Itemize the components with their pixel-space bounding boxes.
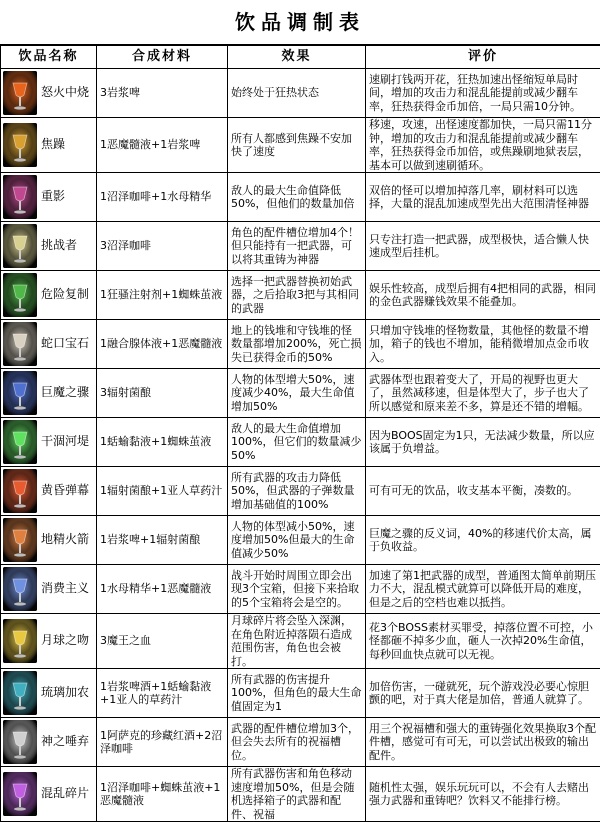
drink-name: 怒火中烧 (39, 86, 89, 100)
header-effect: 效果 (228, 46, 366, 69)
materials-cell: 1辐射菌酿+1亚人草药汁 (97, 467, 228, 516)
fire-drink-icon (3, 71, 37, 115)
goblet-drink-icon (3, 123, 37, 167)
drink-name-cell (1, 118, 97, 173)
header-materials: 合成材料 (97, 46, 228, 69)
review-cell: 加倍伤害，一碰就死，玩个游戏没必要心惊胆颤的吧，对于真大佬是加倍，普通人就算了。 (366, 669, 600, 718)
drink-name-cell (1, 614, 97, 669)
review-cell: 因为BOOS固定为1只，无法减少数量，所以应该属于负增益。 (366, 418, 600, 467)
drink-name-cell (1, 173, 97, 222)
drink-name: 琉璃加农 (39, 686, 89, 700)
drink-name-cell (1, 418, 97, 467)
serpent-drink-icon (3, 322, 37, 366)
review-cell: 巨魔之骤的反义词，40%的移速代价太高，属于负收益。 (366, 516, 600, 565)
drink-name: 神之唾弃 (39, 735, 89, 749)
review-cell: 可有可无的饮品，收支基本平衡，凑数的。 (366, 467, 600, 516)
wine-drink-icon (3, 567, 37, 611)
page-title: 饮品调制表 (0, 0, 600, 45)
review-cell: 武器体型也跟着变大了，开局的视野也更大了，虽然减移速，但是体型大了，步子也大了所以感觉和原来差不多，算是还不错的增幅。 (366, 369, 600, 418)
drink-name: 挑战者 (39, 239, 77, 253)
review-cell: 加速了第1把武器的成型，普通图太简单前期压力不大，混乱模式就算可以降低开局的难度，但是之后的空档也难以抵挡。 (366, 565, 600, 614)
effect-cell: 人物的体型增大50%，速度减少40%，最大生命值增加50% (228, 369, 366, 418)
table-row (1, 669, 600, 718)
review-cell: 速刷打钱两开花，狂热加速出怪缩短单局时间，增加的攻击力和混乱能提前或减少翻车率，狂热获得金币加倍，一局只需10分钟。 (366, 69, 600, 118)
review-cell: 随机性太强，娱乐玩玩可以，不会有人去赌出强力武器和重铸吧？饮料又不能排行榜。 (366, 767, 600, 822)
effect-cell: 所有武器的攻击力降低50%，但武器的子弹数量增加基础值的100% (228, 467, 366, 516)
effect-cell: 所有武器的伤害提升100%，但角色的最大生命值固定为1 (228, 669, 366, 718)
drink-name: 月球之吻 (39, 634, 89, 648)
review-cell: 双倍的怪可以增加掉落几率，刷材料可以选择，大量的混乱加速成型先出大范围清怪神器 (366, 173, 600, 222)
drink-name-cell (1, 718, 97, 767)
drink-name: 危险复制 (39, 288, 89, 302)
flask-drink-icon (3, 671, 37, 715)
table-row (1, 767, 600, 822)
table-row (1, 614, 600, 669)
drink-name-cell (1, 320, 97, 369)
effect-cell: 地上的钱堆和守钱堆的怪数量都增加200%，死亡损失已获得金币的50% (228, 320, 366, 369)
header-name: 饮品名称 (1, 46, 97, 69)
table-row (1, 418, 600, 467)
materials-cell: 1阿萨克的珍藏红酒+2沼泽咖啡 (97, 718, 228, 767)
vial-drink-icon (3, 273, 37, 317)
effect-cell: 战斗开始时周围立即会出现3个宝箱，但接下来拾取的5个宝箱将会是空的。 (228, 565, 366, 614)
effect-cell: 选择一把武器替换初始武器，之后拾取3把与其相同的武器 (228, 271, 366, 320)
drink-name: 消费主义 (39, 582, 89, 596)
table-row (1, 173, 600, 222)
drink-name-cell (1, 565, 97, 614)
table-row (1, 369, 600, 418)
table-row (1, 118, 600, 173)
materials-cell: 3沼泽咖啡 (97, 222, 228, 271)
header-review: 评价 (366, 46, 600, 69)
materials-cell: 1岩浆啤+1辐射菌酿 (97, 516, 228, 565)
materials-cell: 1恶魔髓液+1岩浆啤 (97, 118, 228, 173)
drink-name: 巨魔之骤 (39, 386, 89, 400)
review-cell: 用三个祝福槽和强大的重铸强化效果换取3个配件槽，感觉可有可无，可以尝试出极致的输出配件。 (366, 718, 600, 767)
table-row (1, 320, 600, 369)
drink-name-cell (1, 669, 97, 718)
effect-cell: 敌人的最大生命值增加100%，但它们的数量减少50% (228, 418, 366, 467)
table-row (1, 467, 600, 516)
table-row (1, 718, 600, 767)
drink-name-cell (1, 271, 97, 320)
effect-cell: 所有武器伤害和角色移动速度增加50%，但是会随机选择箱子的武器和配件、祝福 (228, 767, 366, 822)
drink-table (0, 45, 600, 822)
drink-name-cell (1, 516, 97, 565)
materials-cell: 3辐射菌酿 (97, 369, 228, 418)
table-row (1, 271, 600, 320)
drink-name: 黄昏弹幕 (39, 484, 89, 498)
drink-name: 蛇口宝石 (39, 337, 89, 351)
materials-cell: 1水母精华+1恶魔髓液 (97, 565, 228, 614)
martini-drink-icon (3, 469, 37, 513)
table-row (1, 222, 600, 271)
effect-cell: 月球碎片将会坠入深渊，在角色附近掉落陨石造成范围伤害，角色也会被打。 (228, 614, 366, 669)
drink-name: 重影 (39, 190, 65, 204)
drink-name-cell (1, 369, 97, 418)
materials-cell: 1蛞蝓黏液+1蜘蛛茧液 (97, 418, 228, 467)
moon-drink-icon (3, 619, 37, 663)
drink-name: 混乱碎片 (39, 787, 89, 801)
rocket-drink-icon (3, 518, 37, 562)
effect-cell: 所有人都感到焦躁不安加快了速度 (228, 118, 366, 173)
drink-name-cell (1, 467, 97, 516)
table-row (1, 565, 600, 614)
review-cell: 娱乐性较高，成型后拥有4把相同的武器，相同的金色武器赚钱效果不能叠加。 (366, 271, 600, 320)
shard-drink-icon (3, 772, 37, 816)
materials-cell: 1沼泽咖啡+蜘蛛茧液+1恶魔髓液 (97, 767, 228, 822)
materials-cell: 1狂骚注射剂+1蜘蛛茧液 (97, 271, 228, 320)
materials-cell: 1沼泽咖啡+1水母精华 (97, 173, 228, 222)
flask-drink-icon (3, 175, 37, 219)
drink-name: 焦躁 (39, 138, 65, 152)
materials-cell: 1岩浆啤酒+1蛞蝓黏液+1亚人的草药汁 (97, 669, 228, 718)
drink-name: 干涸河堤 (39, 435, 89, 449)
martini-drink-icon (3, 420, 37, 464)
effect-cell: 始终处于狂热状态 (228, 69, 366, 118)
table-row (1, 69, 600, 118)
goblet-drink-icon (3, 371, 37, 415)
materials-cell: 3岩浆啤 (97, 69, 228, 118)
effect-cell: 人物的体型减小50%，速度增加50%但最大的生命值减少50% (228, 516, 366, 565)
drink-name-cell (1, 222, 97, 271)
cup-drink-icon (3, 224, 37, 268)
effect-cell: 角色的配件槽位增加4个！但只能持有一把武器，可以将其重铸为神器 (228, 222, 366, 271)
review-cell: 花3个BOSS素材买罪受，掉落位置不可控，小怪都砸不掉多少血，砸人一次掉20%生命值，每秒回血快点就可以无视。 (366, 614, 600, 669)
review-cell: 只专注打造一把武器，成型极快，适合懒人快速成型后挂机。 (366, 222, 600, 271)
effect-cell: 敌人的最大生命值降低50%，但他们的数量加倍 (228, 173, 366, 222)
review-cell: 只增加守钱堆的怪物数量，其他怪的数量不增加，箱子的钱也不增加，能稍微增加点金币收入。 (366, 320, 600, 369)
table-header-row (1, 46, 600, 69)
materials-cell: 1融合腺体液+1恶魔髓液 (97, 320, 228, 369)
effect-cell: 武器的配件槽位增加3个，但会失去所有的祝福槽位。 (228, 718, 366, 767)
table-row (1, 516, 600, 565)
drink-name-cell (1, 767, 97, 822)
drink-name-cell (1, 69, 97, 118)
review-cell: 移速，攻速，出怪速度都加快，一局只需11分钟，增加的攻击力和混乱能提前或减少翻车率，狂热获得金币加倍，或焦躁刷地狱表层，基本可以做到速刷循环。 (366, 118, 600, 173)
drink-name: 地精火箭 (39, 533, 89, 547)
materials-cell: 3魔王之血 (97, 614, 228, 669)
skull-drink-icon (3, 720, 37, 764)
